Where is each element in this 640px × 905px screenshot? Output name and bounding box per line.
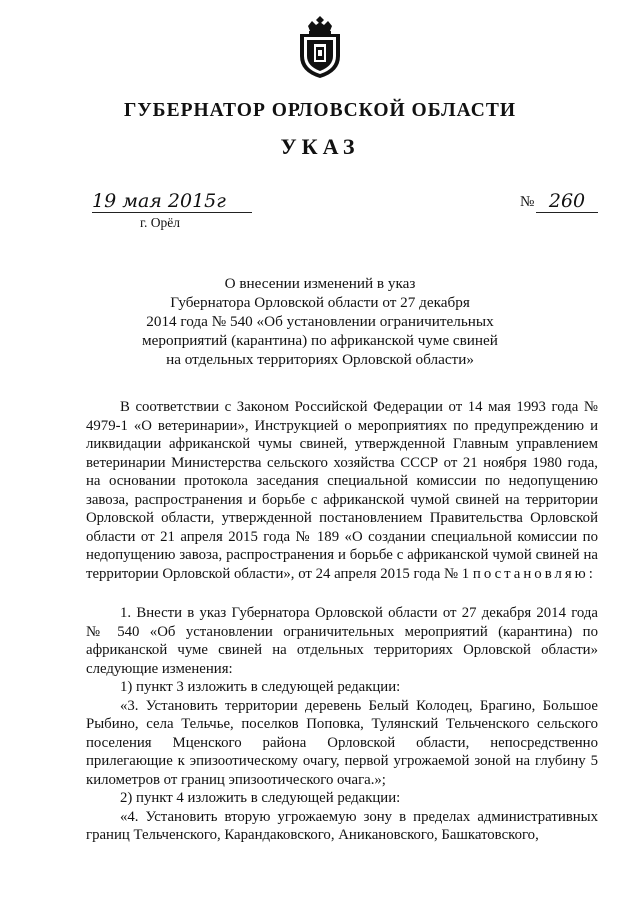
- issuing-authority: ГУБЕРНАТОР ОРЛОВСКОЙ ОБЛАСТИ: [123, 100, 517, 121]
- title-line: Губернатора Орловской области от 27 декабря: [170, 294, 470, 311]
- document-number: 260: [536, 190, 598, 213]
- document-title: [130, 274, 510, 369]
- preamble-text: В соответствии с Законом Российской Федерации от 14 мая 1993 года № 4979-1 «О ветеринарии», Инструкцией о мероприятиях по предупреждению и ликвидации африканской чумы свиней, утвержденной Главным управлением ветеринарии Министерства сельского хозяйства СССР от 21 ноября 1980 года, на основании протокола заседания специальной комиссии по недопущению завоза, распространения и борьбе с африканской чумой свиней на территории Орловской области, утвержденной постановлением Правительства Орловской области от 21 апреля 2015 года № 189 «О создании специальной комиссии по недопущению завоза, распространения и борьбе с африканской чумой свиней на территории Орловской области», от 24 апреля 2015 года № 1: [86, 399, 598, 582]
- title-line: 2014 года № 540 «Об установлении ограничительных: [146, 313, 494, 330]
- document-city: г. Орёл: [140, 215, 180, 230]
- amendments-section: [86, 604, 598, 845]
- decree-word: постановляю:: [472, 565, 596, 582]
- subitem-2: 2) пункт 4 изложить в следующей редакции:: [120, 790, 401, 806]
- coat-of-arms-icon: [296, 14, 344, 80]
- title-line: О внесении изменений в указ: [224, 275, 416, 292]
- title-line: на отдельных территориях Орловской области»: [166, 351, 474, 368]
- document-type: УКАЗ: [280, 134, 360, 159]
- subitem-1: 1) пункт 3 изложить в следующей редакции:: [120, 679, 401, 695]
- quote-point-4: «4. Установить вторую угрожаемую зону в пределах административных границ Тельченского, Карандаковского, Аникановского, Башкатовского,: [86, 808, 598, 843]
- quote-point-3: «3. Установить территории деревень Белый Колодец, Брагино, Большое Рыбино, села Тельчье, поселков Поповка, Тулянский Тельченского сельского поселения Мценского района Орловской области, непосредственно прилегающие к эпизоотическому очагу, первой угрожаемой зоной на глубину 5 километров от границ эпизоотического очага.»;: [86, 697, 598, 788]
- item-1-paragraph: 1. Внести в указ Губернатора Орловской области от 27 декабря 2014 года № 540 «Об установлении ограничительных мероприятий (карантина) по африканской чуме свиней на отдельных территориях Орловской области» следующие изменения:: [86, 605, 598, 677]
- preamble-section: [86, 398, 598, 583]
- document-date: 19 мая 2015г: [92, 190, 252, 213]
- preamble-paragraph: [86, 398, 598, 583]
- title-line: мероприятий (карантина) по африканской чуме свиней: [142, 332, 498, 349]
- number-label: №: [520, 194, 535, 210]
